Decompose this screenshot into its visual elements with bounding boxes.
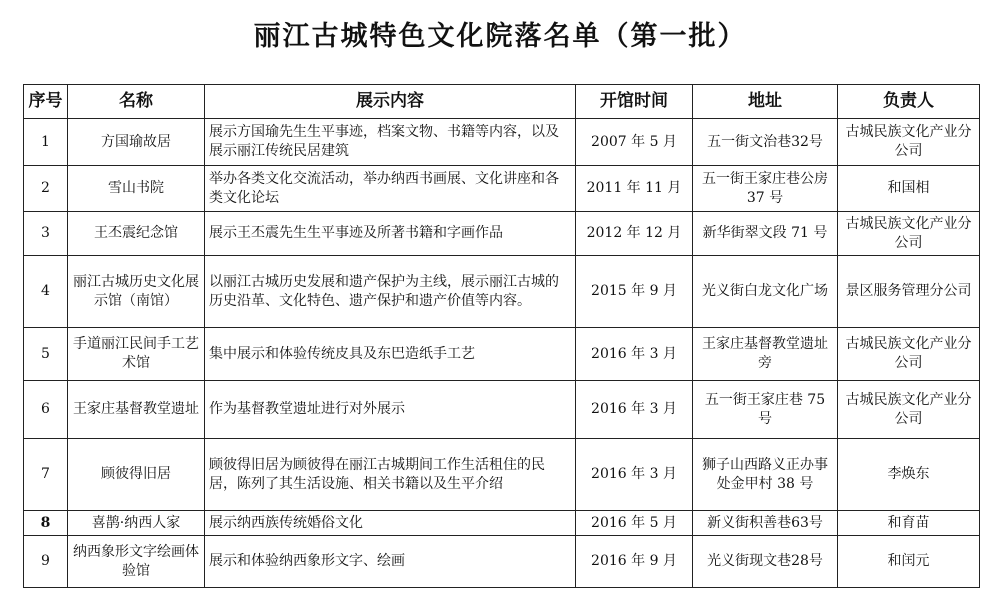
row-opened: 2012 年 12 月 bbox=[576, 212, 693, 256]
row-name: 王家庄基督教堂遗址 bbox=[68, 381, 205, 439]
row-manager: 古城民族文化产业分公司 bbox=[838, 119, 980, 166]
row-no: 7 bbox=[24, 439, 68, 511]
row-manager: 古城民族文化产业分公司 bbox=[838, 381, 980, 439]
page-title: 丽江古城特色文化院落名单（第一批） bbox=[253, 21, 747, 52]
row-content: 作为基督教堂遗址进行对外展示 bbox=[205, 381, 576, 439]
row-no: 6 bbox=[24, 381, 68, 439]
row-no: 3 bbox=[24, 212, 68, 256]
row-opened: 2016 年 5 月 bbox=[576, 511, 693, 536]
header-content: 展示内容 bbox=[205, 85, 576, 119]
row-manager: 景区服务管理分公司 bbox=[838, 256, 980, 328]
row-name: 手道丽江民间手工艺术馆 bbox=[68, 328, 205, 381]
row-name: 顾彼得旧居 bbox=[68, 439, 205, 511]
row-content: 集中展示和体验传统皮具及东巴造纸手工艺 bbox=[205, 328, 576, 381]
row-content: 展示纳西族传统婚俗文化 bbox=[205, 511, 576, 536]
row-opened: 2016 年 3 月 bbox=[576, 439, 693, 511]
row-name: 方国瑜故居 bbox=[68, 119, 205, 166]
table-row bbox=[24, 166, 980, 212]
row-no: 4 bbox=[24, 256, 68, 328]
row-name: 纳西象形文字绘画体验馆 bbox=[68, 536, 205, 588]
row-content: 举办各类文化交流活动，举办纳西书画展、文化讲座和各类文化论坛 bbox=[205, 166, 576, 212]
row-manager: 和国相 bbox=[838, 166, 980, 212]
row-address: 五一街文治巷32号 bbox=[693, 119, 838, 166]
row-no: 2 bbox=[24, 166, 68, 212]
row-manager: 古城民族文化产业分公司 bbox=[838, 328, 980, 381]
row-opened: 2016 年 3 月 bbox=[576, 381, 693, 439]
row-content: 展示王丕震先生生平事迹及所著书籍和字画作品 bbox=[205, 212, 576, 256]
header-address: 地址 bbox=[693, 85, 838, 119]
row-manager: 古城民族文化产业分公司 bbox=[838, 212, 980, 256]
table-row bbox=[24, 511, 980, 536]
row-address: 光义街现文巷28号 bbox=[693, 536, 838, 588]
row-name: 王丕震纪念馆 bbox=[68, 212, 205, 256]
row-name: 喜鹊·纳西人家 bbox=[68, 511, 205, 536]
row-address: 新华街翠文段 71 号 bbox=[693, 212, 838, 256]
table-row bbox=[24, 212, 980, 256]
row-no: 5 bbox=[24, 328, 68, 381]
row-name: 丽江古城历史文化展示馆（南馆） bbox=[68, 256, 205, 328]
header-opened: 开馆时间 bbox=[576, 85, 693, 119]
table-row bbox=[24, 256, 980, 328]
row-content: 展示和体验纳西象形文字、绘画 bbox=[205, 536, 576, 588]
table-row bbox=[24, 439, 980, 511]
header-manager: 负责人 bbox=[838, 85, 980, 119]
row-manager: 和育苗 bbox=[838, 511, 980, 536]
row-address: 五一街王家庄巷公房 37 号 bbox=[693, 166, 838, 212]
row-address: 光义街白龙文化广场 bbox=[693, 256, 838, 328]
row-no: 9 bbox=[24, 536, 68, 588]
header-no: 序号 bbox=[24, 85, 68, 119]
row-address: 新义街积善巷63号 bbox=[693, 511, 838, 536]
table-row bbox=[24, 328, 980, 381]
row-content: 顾彼得旧居为顾彼得在丽江古城期间工作生活租住的民居，陈列了其生活设施、相关书籍以及生平介绍 bbox=[205, 439, 576, 511]
row-opened: 2016 年 9 月 bbox=[576, 536, 693, 588]
row-opened: 2011 年 11 月 bbox=[576, 166, 693, 212]
row-manager: 李焕东 bbox=[838, 439, 980, 511]
table-row bbox=[24, 381, 980, 439]
row-manager: 和闰元 bbox=[838, 536, 980, 588]
header-row bbox=[24, 85, 980, 119]
row-address: 狮子山西路义正办事处金甲村 38 号 bbox=[693, 439, 838, 511]
header-name: 名称 bbox=[68, 85, 205, 119]
table-row bbox=[24, 536, 980, 588]
row-name: 雪山书院 bbox=[68, 166, 205, 212]
row-opened: 2016 年 3 月 bbox=[576, 328, 693, 381]
row-content: 展示方国瑜先生生平事迹，档案文物、书籍等内容，以及展示丽江传统民居建筑 bbox=[205, 119, 576, 166]
courtyard-table bbox=[23, 84, 980, 588]
table-row bbox=[24, 119, 980, 166]
row-no: 1 bbox=[24, 119, 68, 166]
row-content: 以丽江古城历史发展和遗产保护为主线，展示丽江古城的历史沿革、文化特色、遗产保护和遗产价值等内容。 bbox=[205, 256, 576, 328]
row-opened: 2007 年 5 月 bbox=[576, 119, 693, 166]
row-address: 王家庄基督教堂遗址旁 bbox=[693, 328, 838, 381]
row-opened: 2015 年 9 月 bbox=[576, 256, 693, 328]
row-no: 8 bbox=[24, 511, 68, 536]
row-address: 五一街王家庄巷 75 号 bbox=[693, 381, 838, 439]
